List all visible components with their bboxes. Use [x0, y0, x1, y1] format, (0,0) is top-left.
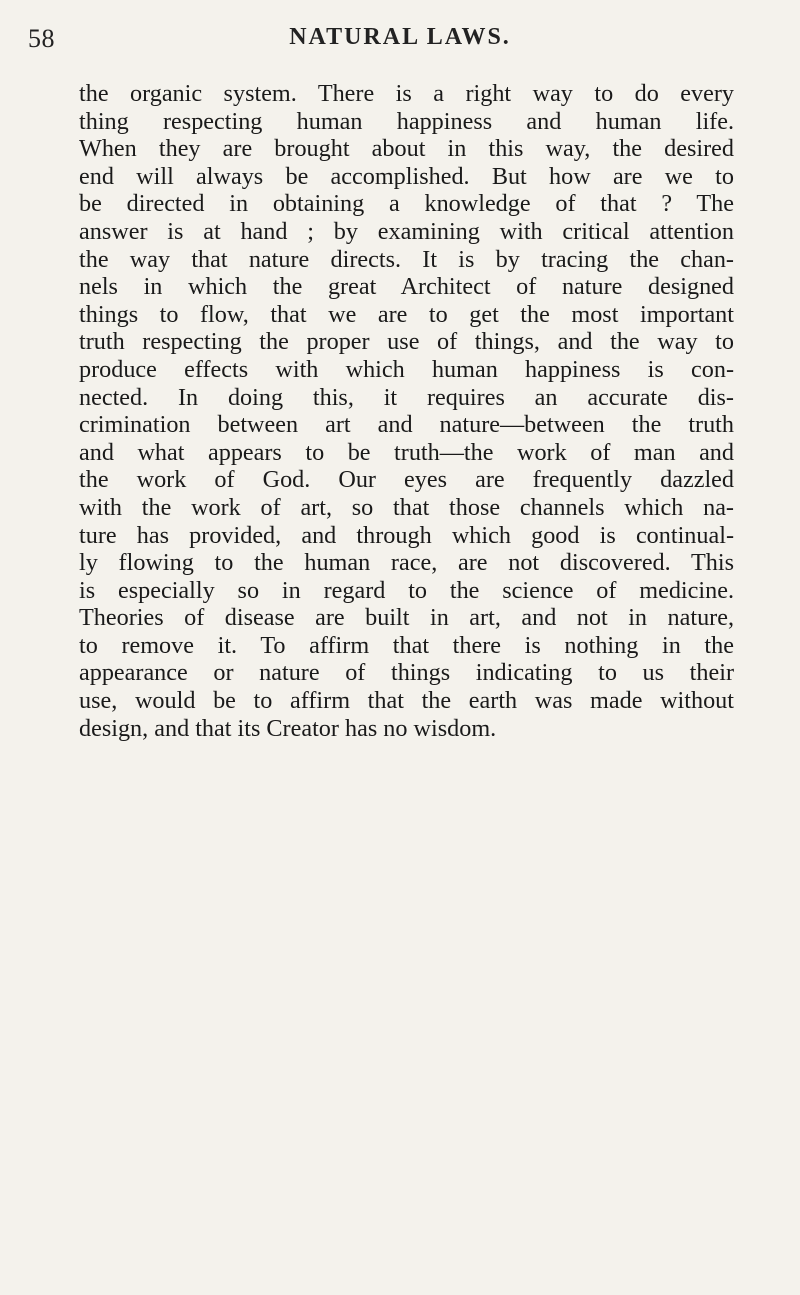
text-line: the work of God. Our eyes are frequently dazzled [79, 466, 734, 494]
running-head: NATURAL LAWS. [289, 24, 511, 50]
text-line: end will always be accomplished. But how are we to [79, 162, 734, 190]
text-line: to remove it. To affirm that there is nothing in the [79, 631, 734, 659]
text-line: is especially so in regard to the science of medicine. [79, 576, 734, 604]
text-line: When they are brought about in this way, the desired [79, 135, 734, 163]
text-line: nels in which the great Architect of nature designed [79, 273, 734, 301]
text-line: design, and that its Creator has no wisdom. [79, 714, 497, 742]
text-line: truth respecting the proper use of things, and the way to [79, 328, 734, 356]
text-line: crimination between art and nature—between the truth [79, 411, 734, 439]
page-header [0, 22, 800, 58]
text-line: answer is at hand ; by examining with critical attention [79, 217, 734, 245]
text-line: ture has provided, and through which good is continual- [79, 521, 734, 549]
body-text [79, 80, 734, 742]
text-line: Theories of disease are built in art, and not in nature, [79, 604, 734, 632]
text-line: the way that nature directs. It is by tracing the chan- [79, 245, 734, 273]
text-line: be directed in obtaining a knowledge of that ? The [79, 190, 734, 218]
text-line: use, would be to affirm that the earth was made without [79, 687, 734, 715]
text-line: ly flowing to the human race, are not discovered. This [79, 549, 734, 577]
page-number: 58 [28, 24, 55, 53]
text-line: things to flow, that we are to get the most important [79, 300, 734, 328]
text-line: with the work of art, so that those channels which na- [79, 493, 734, 521]
text-line: the organic system. There is a right way to do every [79, 80, 734, 107]
text-line: produce effects with which human happiness is con- [79, 355, 734, 383]
text-line: appearance or nature of things indicating to us their [79, 659, 734, 687]
text-line: and what appears to be truth—the work of man and [79, 438, 734, 466]
text-line: nected. In doing this, it requires an accurate dis- [79, 383, 734, 411]
text-line: thing respecting human happiness and human life. [79, 107, 734, 135]
